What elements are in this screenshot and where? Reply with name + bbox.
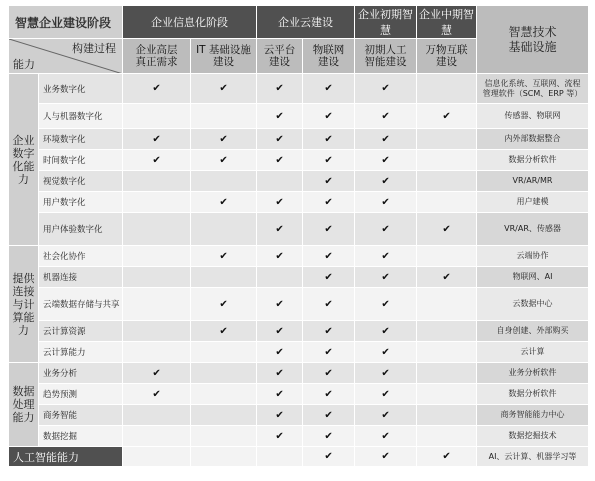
check-mark: ✔ [257, 426, 303, 447]
tech-infrastructure-header: 智慧技术 基础设施 [477, 6, 589, 74]
check-mark: ✔ [303, 267, 355, 288]
tech-infrastructure-cell: 用户建模 [477, 192, 589, 213]
diagonal-header [9, 39, 123, 74]
tech-infrastructure-cell: 云端协作 [477, 246, 589, 267]
check-mark: ✔ [191, 74, 257, 104]
table-row [9, 288, 589, 321]
capability-item: 视觉数字化 [39, 171, 123, 192]
col-header-cloud-platform: 云平台 建设 [257, 39, 303, 74]
capability-table [8, 5, 589, 467]
check-mark: ✔ [355, 447, 417, 467]
empty-cell [417, 342, 477, 363]
capability-item: 云计算资源 [39, 321, 123, 342]
check-mark: ✔ [417, 447, 477, 467]
check-mark: ✔ [417, 213, 477, 246]
check-mark: ✔ [257, 74, 303, 104]
table-row [9, 405, 589, 426]
tech-infrastructure-cell: 数据挖掘技术 [477, 426, 589, 447]
empty-cell [191, 405, 257, 426]
capability-item: 商务智能 [39, 405, 123, 426]
col-header-exec-demand: 企业高层 真正需求 [123, 39, 191, 74]
tech-infrastructure-cell: 内外部数据整合 [477, 129, 589, 150]
check-mark: ✔ [303, 129, 355, 150]
ai-capability-row [9, 447, 589, 467]
check-mark: ✔ [355, 104, 417, 129]
check-mark: ✔ [191, 192, 257, 213]
check-mark: ✔ [303, 342, 355, 363]
capability-item: 数据挖掘 [39, 426, 123, 447]
check-mark: ✔ [355, 288, 417, 321]
empty-cell [257, 267, 303, 288]
check-mark: ✔ [355, 129, 417, 150]
empty-cell [417, 363, 477, 384]
check-mark: ✔ [355, 321, 417, 342]
tech-infrastructure-cell: 信息化系统、互联网、流程 管理软件（SCM、ERP 等） [477, 74, 589, 104]
tech-infrastructure-cell: 云数据中心 [477, 288, 589, 321]
empty-cell [191, 104, 257, 129]
tech-infrastructure-cell: 云计算 [477, 342, 589, 363]
check-mark: ✔ [355, 426, 417, 447]
check-mark: ✔ [123, 74, 191, 104]
check-mark: ✔ [257, 288, 303, 321]
empty-cell [191, 426, 257, 447]
table-row [9, 267, 589, 288]
empty-cell [417, 321, 477, 342]
check-mark: ✔ [257, 384, 303, 405]
empty-cell [123, 288, 191, 321]
check-mark: ✔ [417, 267, 477, 288]
stage-header-label: 智慧企业建设阶段 [9, 6, 123, 39]
check-mark: ✔ [355, 171, 417, 192]
category-label: 提供 连接 与计 算能 力 [9, 246, 39, 363]
category-label: 数据 处理 能力 [9, 363, 39, 447]
empty-cell [417, 405, 477, 426]
empty-cell [417, 288, 477, 321]
check-mark: ✔ [303, 288, 355, 321]
check-mark: ✔ [191, 288, 257, 321]
category-label: 企业 数字 化能 力 [9, 74, 39, 246]
ai-capability-label: 人工智能能力 [9, 447, 123, 467]
capability-item: 趋势预测 [39, 384, 123, 405]
col-header-iot: 物联网 建设 [303, 39, 355, 74]
check-mark: ✔ [257, 246, 303, 267]
table-row [9, 104, 589, 129]
table-row [9, 384, 589, 405]
table-row [9, 342, 589, 363]
empty-cell [417, 384, 477, 405]
capability-item: 机器连接 [39, 267, 123, 288]
check-mark: ✔ [303, 171, 355, 192]
tech-infrastructure-cell: 自身创建、外部购买 [477, 321, 589, 342]
capability-item: 业务分析 [39, 363, 123, 384]
stage-info: 企业信息化阶段 [123, 6, 257, 39]
stage-cloud: 企业云建设 [257, 6, 355, 39]
table-row [9, 321, 589, 342]
check-mark: ✔ [303, 104, 355, 129]
check-mark: ✔ [303, 192, 355, 213]
check-mark: ✔ [257, 150, 303, 171]
check-mark: ✔ [257, 129, 303, 150]
empty-cell [123, 405, 191, 426]
empty-cell [123, 426, 191, 447]
check-mark: ✔ [417, 104, 477, 129]
tech-infrastructure-cell: 商务智能能力中心 [477, 405, 589, 426]
check-mark: ✔ [123, 384, 191, 405]
capability-item: 云端数据存储与共享 [39, 288, 123, 321]
table-row [9, 213, 589, 246]
process-label: 构建过程 [72, 42, 117, 55]
check-mark: ✔ [191, 150, 257, 171]
check-mark: ✔ [191, 246, 257, 267]
tech-infrastructure-cell: VR/AR/MR [477, 171, 589, 192]
empty-cell [191, 342, 257, 363]
col-header-it-infra: IT 基础设施 建设 [191, 39, 257, 74]
empty-cell [417, 426, 477, 447]
capability-item: 时间数字化 [39, 150, 123, 171]
col-header-ioe: 万物互联 建设 [417, 39, 477, 74]
check-mark: ✔ [257, 342, 303, 363]
check-mark: ✔ [191, 321, 257, 342]
empty-cell [417, 192, 477, 213]
empty-cell [257, 447, 303, 467]
table-row [9, 150, 589, 171]
check-mark: ✔ [355, 246, 417, 267]
check-mark: ✔ [355, 150, 417, 171]
col-header-early-ai: 初期人工 智能建设 [355, 39, 417, 74]
capability-item: 环境数字化 [39, 129, 123, 150]
empty-cell [123, 447, 191, 467]
capability-item: 人与机器数字化 [39, 104, 123, 129]
check-mark: ✔ [257, 321, 303, 342]
empty-cell [123, 213, 191, 246]
empty-cell [191, 267, 257, 288]
empty-cell [417, 129, 477, 150]
check-mark: ✔ [123, 129, 191, 150]
empty-cell [417, 150, 477, 171]
check-mark: ✔ [303, 150, 355, 171]
check-mark: ✔ [257, 363, 303, 384]
tech-infrastructure-cell: 传感器、物联网 [477, 104, 589, 129]
empty-cell [191, 213, 257, 246]
capability-item: 用户数字化 [39, 192, 123, 213]
empty-cell [191, 447, 257, 467]
stage-early-smart: 企业初期智慧 [355, 6, 417, 39]
check-mark: ✔ [123, 363, 191, 384]
table-row [9, 171, 589, 192]
tech-infrastructure-cell: 物联网、AI [477, 267, 589, 288]
empty-cell [123, 171, 191, 192]
check-mark: ✔ [257, 405, 303, 426]
check-mark: ✔ [257, 213, 303, 246]
check-mark: ✔ [355, 74, 417, 104]
check-mark: ✔ [355, 363, 417, 384]
table-row [9, 246, 589, 267]
empty-cell [123, 104, 191, 129]
check-mark: ✔ [303, 321, 355, 342]
check-mark: ✔ [303, 447, 355, 467]
check-mark: ✔ [303, 363, 355, 384]
empty-cell [123, 267, 191, 288]
capability-item: 业务数字化 [39, 74, 123, 104]
empty-cell [417, 74, 477, 104]
check-mark: ✔ [303, 405, 355, 426]
check-mark: ✔ [355, 384, 417, 405]
empty-cell [417, 171, 477, 192]
capability-item: 云计算能力 [39, 342, 123, 363]
tech-infrastructure-cell: 数据分析软件 [477, 150, 589, 171]
table-row [9, 129, 589, 150]
capability-matrix [8, 5, 588, 475]
empty-cell [123, 192, 191, 213]
check-mark: ✔ [355, 342, 417, 363]
table-row [9, 426, 589, 447]
table-row [9, 74, 589, 104]
check-mark: ✔ [355, 213, 417, 246]
check-mark: ✔ [303, 426, 355, 447]
stage-mid-smart: 企业中期智慧 [417, 6, 477, 39]
check-mark: ✔ [303, 213, 355, 246]
check-mark: ✔ [355, 267, 417, 288]
tech-infrastructure-cell: VR/AR、传感器 [477, 213, 589, 246]
capability-label: 能力 [13, 58, 35, 71]
table-row [9, 192, 589, 213]
capability-item: 用户体验数字化 [39, 213, 123, 246]
check-mark: ✔ [355, 192, 417, 213]
check-mark: ✔ [303, 74, 355, 104]
empty-cell [123, 246, 191, 267]
check-mark: ✔ [257, 192, 303, 213]
check-mark: ✔ [123, 150, 191, 171]
tech-infrastructure-cell: AI、云计算、机器学习等 [477, 447, 589, 467]
tech-infrastructure-cell: 数据分析软件 [477, 384, 589, 405]
check-mark: ✔ [355, 405, 417, 426]
empty-cell [191, 363, 257, 384]
empty-cell [123, 342, 191, 363]
check-mark: ✔ [303, 246, 355, 267]
tech-infrastructure-cell: 业务分析软件 [477, 363, 589, 384]
capability-item: 社会化协作 [39, 246, 123, 267]
empty-cell [191, 384, 257, 405]
table-row [9, 363, 589, 384]
empty-cell [417, 246, 477, 267]
check-mark: ✔ [191, 129, 257, 150]
check-mark: ✔ [303, 384, 355, 405]
empty-cell [257, 171, 303, 192]
check-mark: ✔ [257, 104, 303, 129]
empty-cell [123, 321, 191, 342]
empty-cell [191, 171, 257, 192]
